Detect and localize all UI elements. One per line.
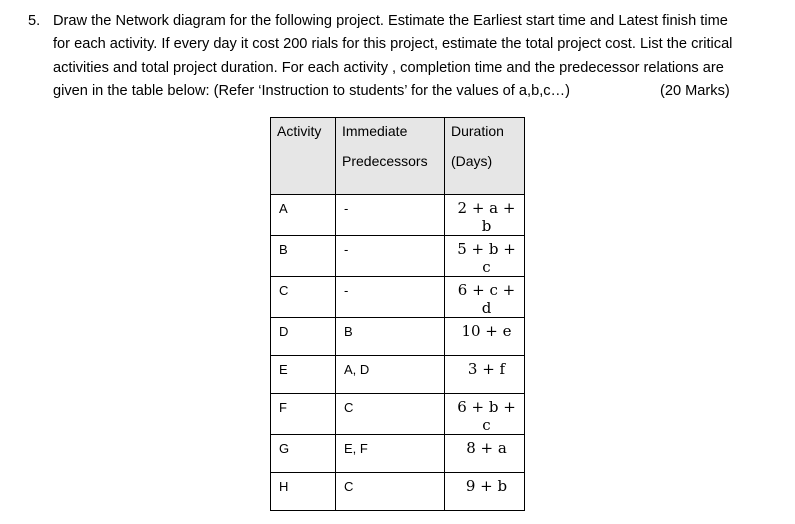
table-row bbox=[271, 394, 525, 435]
question-line-3: activities and total project duration. For each activity , completion time and the predecessor relations are bbox=[53, 59, 724, 76]
predecessor-cell: B bbox=[336, 318, 445, 356]
duration-cell: 5 + b + c bbox=[445, 236, 525, 277]
activity-cell: F bbox=[271, 394, 336, 435]
duration-cell: 9 + b bbox=[445, 473, 525, 511]
question-number: 5. bbox=[28, 13, 41, 29]
activity-table bbox=[270, 117, 525, 511]
question-line-4: given in the table below: (Refer ‘Instruction to students’ for the values of a,b,c…) bbox=[53, 82, 570, 99]
table-row bbox=[271, 236, 525, 277]
table-header-row bbox=[271, 118, 525, 195]
table-row bbox=[271, 195, 525, 236]
question-line-2: for each activity. If every day it cost 200 rials for this project, estimate the total project cost. List the critical bbox=[53, 36, 733, 53]
header-predecessors: Immediate Predecessors bbox=[336, 118, 445, 195]
activity-cell: G bbox=[271, 435, 336, 473]
duration-cell: 6 + b + c bbox=[445, 394, 525, 435]
predecessor-cell: - bbox=[336, 277, 445, 318]
table-row bbox=[271, 277, 525, 318]
predecessor-cell: E, F bbox=[336, 435, 445, 473]
duration-cell: 8 + a bbox=[445, 435, 525, 473]
activity-cell: H bbox=[271, 473, 336, 511]
predecessor-cell: - bbox=[336, 236, 445, 277]
table-row bbox=[271, 473, 525, 511]
activity-cell: D bbox=[271, 318, 336, 356]
marks-label: (20 Marks) bbox=[660, 82, 730, 99]
header-activity: Activity bbox=[271, 118, 336, 195]
activity-cell: E bbox=[271, 356, 336, 394]
table-row bbox=[271, 356, 525, 394]
duration-cell: 2 + a + b bbox=[445, 195, 525, 236]
question-line-1: Draw the Network diagram for the following project. Estimate the Earliest start time and Latest finish time bbox=[53, 13, 728, 29]
predecessor-cell: C bbox=[336, 473, 445, 511]
predecessor-cell: - bbox=[336, 195, 445, 236]
table-row bbox=[271, 318, 525, 356]
predecessor-cell: C bbox=[336, 394, 445, 435]
table-row bbox=[271, 435, 525, 473]
activity-cell: A bbox=[271, 195, 336, 236]
duration-cell: 3 + f bbox=[445, 356, 525, 394]
predecessor-cell: A, D bbox=[336, 356, 445, 394]
duration-cell: 10 + e bbox=[445, 318, 525, 356]
activity-cell: B bbox=[271, 236, 336, 277]
header-duration: Duration (Days) bbox=[445, 118, 525, 195]
activity-cell: C bbox=[271, 277, 336, 318]
duration-cell: 6 + c + d bbox=[445, 277, 525, 318]
